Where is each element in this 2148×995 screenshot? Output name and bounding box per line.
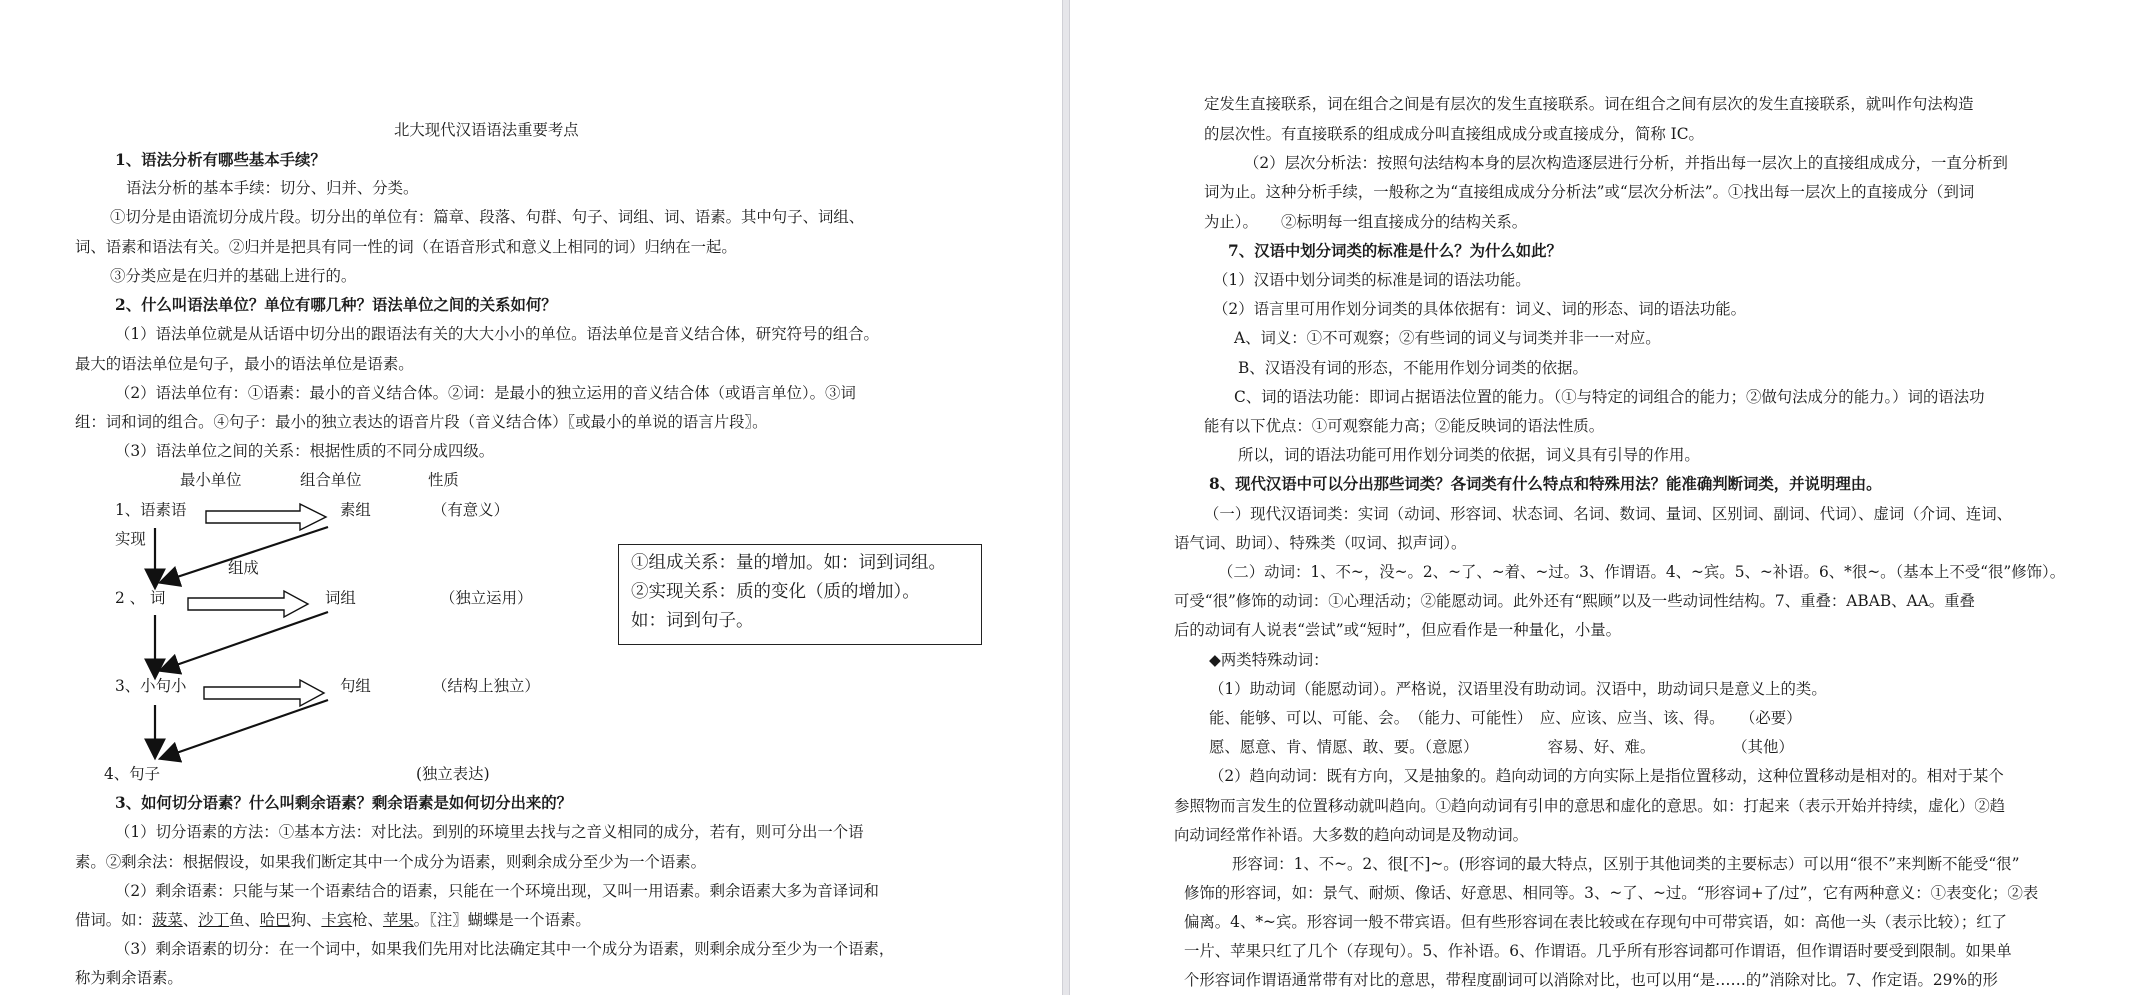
paragraph-line: 词为止。这种分析手续，一般称之为“直接组成成分分析法”或“层次分析法”。①找出每一层次上的直接成分（到词 — [1204, 183, 1975, 201]
paragraph-line: 称为剩余语素。 — [75, 969, 183, 987]
diagram-col-min: 最小单位 — [180, 471, 242, 489]
paragraph-line: 的层次性。有直接联系的组成成分叫直接组成成分或直接成分，简称 IC。 — [1204, 125, 1704, 143]
question-2: 2、什么叫语法单位？单位有哪几种？语法单位之间的关系如何？ — [115, 296, 557, 314]
paragraph-line: 所以，词的语法功能可用作划分词类的依据，词义具有引导的作用。 — [1238, 446, 1700, 464]
paragraph-line: （1）语法单位就是从话语中切分出的跟语法有关的大大小小的单位。语法单位是音义结合体，研究符号的组合。 — [115, 325, 879, 343]
paragraph-line: ◆两类特殊动词： — [1209, 651, 1329, 669]
document-page-right — [1070, 0, 2148, 995]
relation-note-line: ①组成关系：量的增加。如：词到词组。 — [631, 553, 946, 573]
paragraph-line: （2）语法单位有：①语素：最小的音义结合体。②词：是最小的独立运用的音义结合体（或语言单位）。③词 — [115, 384, 856, 402]
document-page-left — [0, 0, 1062, 995]
diagram-col-nature: 性质 — [428, 471, 459, 489]
diagram-compose-label: 组成 — [228, 559, 259, 577]
paragraph-line: 语气词、助词）、特殊类（叹词、拟声词）。 — [1174, 534, 1467, 552]
diagram-row1-right: （有意义） — [432, 501, 509, 519]
paragraph-line: 组：词和词的组合。④句子：最小的独立表达的语音片段（音义结合体）〖或最小的单说的语言片段〗。 — [75, 413, 768, 431]
paragraph-line: 语法分析的基本手续：切分、归并、分类。 — [126, 179, 419, 197]
paragraph-line: 向动词经常作补语。大多数的趋向动词是及物动词。 — [1174, 826, 1528, 844]
paragraph-line: （一）现代汉语词类：实词（动词、形容词、状态词、名词、数词、量词、区别词、副词、代词）、虚词（介词、连词、 — [1204, 505, 2013, 523]
relation-note-box — [618, 544, 982, 645]
relation-note-line: 如：词到句子。 — [631, 611, 754, 631]
paragraph-line — [75, 910, 591, 930]
diagram-realize-label: 实现 — [115, 530, 146, 548]
text-segment: 、 — [182, 911, 199, 929]
paragraph-line: 个形容词作谓语通常带有对比的意思，带程度副词可以消除对比，也可以用“是……的”消除对比。7、作定语。29%的形 — [1184, 971, 1998, 989]
paragraph-line: 后的动词有人说表“尝试”或“短时”，但应看作是一种量化，小量。 — [1174, 621, 1622, 639]
paragraph-line: 能有以下优点：①可观察能力高；②能反映词的语法性质。 — [1204, 417, 1605, 435]
page-gutter — [1062, 0, 1070, 995]
diagram-row2-mid: 词组 — [325, 589, 356, 607]
paragraph-line: 修饰的形容词，如：景气、耐烦、像话、好意思、相同等。3、~了、~过。“形容词+了/过”，它有两种意义：①表变化；②表 — [1184, 884, 2039, 902]
diagram-row3-left: 3、小句小 — [115, 677, 187, 695]
paragraph-line: 最大的语法单位是句子，最小的语法单位是语素。 — [75, 355, 414, 373]
paragraph-line: 定发生直接联系，词在组合之间是有层次的发生直接联系。词在组合之间有层次的发生直接联系，就叫作句法构造 — [1204, 95, 1974, 113]
paragraph-line: 愿、愿意、肯、情愿、敢、要。（意愿） 容易、好、难。 （其他） — [1209, 738, 1794, 756]
paragraph-line: ①切分是由语流切分成片段。切分出的单位有：篇章、段落、句群、句子、词组、词、语素。其中句子、词组、 — [110, 208, 865, 226]
underlined-word: 哈巴 — [259, 911, 291, 929]
paragraph-line: （1）切分语素的方法：①基本方法：对比法。到别的环境里去找与之音义相同的成分，若有，则可分出一个语 — [115, 823, 864, 841]
hollow-arrow-1 — [206, 504, 326, 530]
paragraph-line: B、汉语没有词的形态，不能用作划分词类的依据。 — [1238, 359, 1588, 377]
paragraph-line: （2）剩余语素：只能与某一个语素结合的语素，只能在一个环境出现，又叫一用语素。剩余语素大多为音译词和 — [115, 882, 879, 900]
paragraph-line: 素。②剩余法：根据假设，如果我们断定其中一个成分为语素，则剩余成分至少为一个语素。 — [75, 853, 707, 871]
text-segment: 。〖注〗蝴蝶是一个语素。 — [413, 911, 591, 929]
text-segment: 借词。如： — [75, 911, 152, 929]
paragraph-line: 可受“很”修饰的动词：①心理活动；②能愿动词。此外还有“熙顾”以及一些动词性结构。7、重叠：ABAB、AA。重叠 — [1174, 592, 1975, 610]
relation-note-line: ②实现关系：质的变化（质的增加）。 — [631, 582, 920, 602]
hollow-arrow-2 — [188, 591, 308, 617]
diagram-arrows — [0, 0, 1062, 995]
paragraph-line: （二）动词：1、不~，没~。2、~了、~着、~过。3、作谓语。4、~宾。5、~补语。6、*很~。（基本上不受“很”修饰）。 — [1218, 563, 2066, 581]
paragraph-line: 为止）。 ②标明每一组直接成分的结构关系。 — [1204, 213, 1528, 231]
paragraph-line: （2）趋向动词：既有方向，又是抽象的。趋向动词的方向实际上是指位置移动，这种位置移动是相对的。相对于某个 — [1209, 767, 2004, 785]
diagram-col-combo: 组合单位 — [300, 471, 362, 489]
paragraph-line: 一片、苹果只红了几个（存现句）。5、作补语。6、作谓语。几乎所有形容词都可作谓语，但作谓语时要受到限制。如果单 — [1184, 942, 2012, 960]
underlined-word: 卡宾 — [321, 911, 353, 929]
paragraph-line: 偏离。4、*~宾。形容词一般不带宾语。但有些形容词在表比较或在存现句中可带宾语，如：高他一头（表示比较）；红了 — [1184, 913, 2007, 931]
paragraph-line: 词、语素和语法有关。②归并是把具有同一性的词（在语音形式和意义上相同的词）归纳在一起。 — [75, 238, 737, 256]
diagram-row2-right: （独立运用） — [440, 589, 533, 607]
diagram-row4-right: (独立表达) — [416, 765, 490, 783]
question-1: 1、语法分析有哪些基本手续？ — [115, 151, 326, 169]
diagram-row3-right: （结构上独立） — [432, 677, 540, 695]
paragraph-line: （2）层次分析法：按照句法结构本身的层次构造逐层进行分析，并指出每一层次上的直接组成成分，一直分析到 — [1244, 154, 2008, 172]
question-8: 8、现代汉语中可以分出那些词类？各词类有什么特点和特殊用法？能准确判断词类，并说明理由。 — [1209, 475, 1882, 493]
underlined-word: 沙丁 — [198, 911, 229, 929]
document-title: 北大现代汉语语法重要考点 — [394, 121, 579, 139]
text-segment: 枪、 — [352, 911, 383, 929]
question-7: 7、汉语中划分词类的标准是什么？为什么如此？ — [1228, 242, 1562, 260]
paragraph-line: 能、能够、可以、可能、会。 （能力、可能性） 应、应该、应当、该、得。 （必要） — [1209, 709, 1802, 727]
diagram-row1-left: 1、语素语 — [115, 501, 187, 519]
text-segment: 狗、 — [290, 911, 322, 929]
paragraph-line: A、词义：①不可观察；②有些词的词义与词类并非一一对应。 — [1234, 329, 1661, 347]
question-3: 3、如何切分语素？什么叫剩余语素？剩余语素是如何切分出来的？ — [115, 794, 573, 812]
underlined-word: 苹果 — [382, 911, 414, 929]
diagram-row2-left: 2 、 词 — [115, 589, 166, 607]
underlined-word: 菠菜 — [151, 911, 183, 929]
text-segment: 鱼、 — [228, 911, 260, 929]
diagram-row4-left: 4、句子 — [104, 765, 160, 783]
paragraph-line: 参照物而言发生的位置移动就叫趋向。①趋向动词有引申的意思和虚化的意思。如：打起来（表示开始并持续，虚化）②趋 — [1174, 797, 2006, 815]
paragraph-line: （1）助动词（能愿动词）。严格说，汉语里没有助动词。汉语中，助动词只是意义上的类。 — [1209, 680, 1827, 698]
paragraph-line: （3）语法单位之间的关系：根据性质的不同分成四级。 — [115, 442, 495, 460]
paragraph-line: 形容词：1、不~。2、很[不]~。(形容词的最大特点，区别于其他词类的主要标志）可以用“很不”来判断不能受“很” — [1232, 855, 2020, 873]
paragraph-line: ③分类应是在归并的基础上进行的。 — [110, 267, 357, 285]
paragraph-line: C、词的语法功能：即词占据语法位置的能力。（①与特定的词组合的能力；②做句法成分的能力。）词的语法功 — [1234, 388, 1985, 406]
paragraph-line: （3）剩余语素的切分：在一个词中，如果我们先用对比法确定其中一个成分为语素，则剩余成分至少为一个语素， — [115, 940, 895, 958]
diagram-row3-mid: 句组 — [340, 677, 371, 695]
paragraph-line: （2）语言里可用作划分词类的具体依据有：词义、词的形态、词的语法功能。 — [1213, 300, 1747, 318]
diagram-row1-mid: 素组 — [340, 501, 371, 519]
hollow-arrow-3 — [204, 680, 324, 706]
paragraph-line: （1）汉语中划分词类的标准是词的语法功能。 — [1213, 271, 1531, 289]
